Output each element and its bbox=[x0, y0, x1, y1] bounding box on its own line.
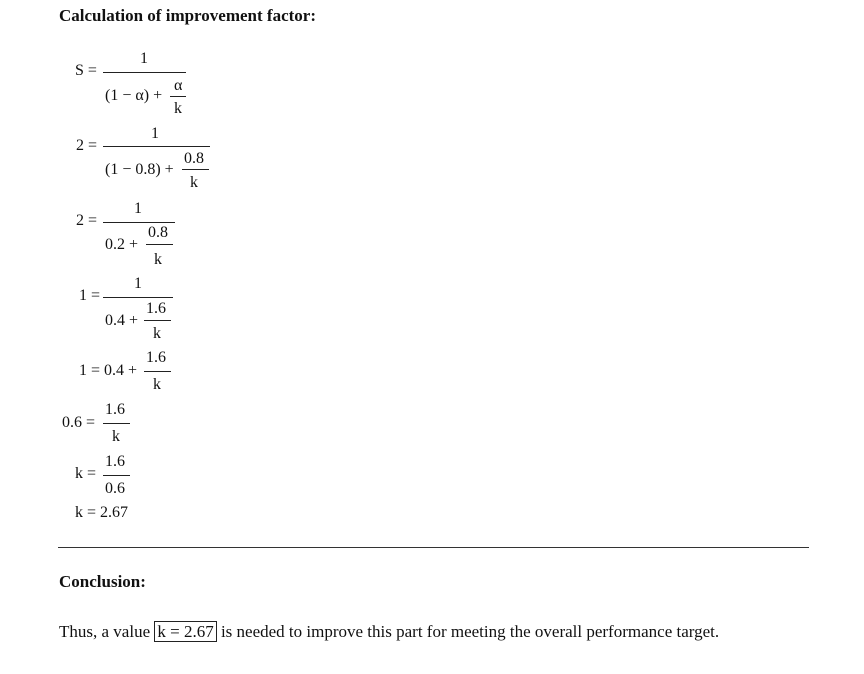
conclusion-text-before: Thus, a value bbox=[59, 622, 151, 641]
equation-result: k = 2.67 bbox=[75, 504, 129, 521]
inner-fraction-denominator: k bbox=[174, 100, 182, 117]
fraction-numerator: 1.6 bbox=[146, 349, 166, 366]
section-heading: Calculation of improvement factor: bbox=[59, 6, 316, 25]
inner-fraction-bar bbox=[144, 320, 171, 321]
fraction-numerator: 1 bbox=[134, 275, 142, 292]
inner-fraction-numerator: 0.8 bbox=[184, 150, 204, 167]
boxed-answer: k = 2.67 bbox=[154, 621, 216, 642]
inner-fraction-denominator: k bbox=[190, 174, 198, 191]
inner-fraction-denominator: k bbox=[153, 325, 161, 342]
denominator-term: 0.4 + bbox=[105, 312, 139, 329]
inner-fraction-bar bbox=[182, 169, 209, 170]
fraction-numerator: 1 bbox=[134, 200, 142, 217]
fraction-denominator: k bbox=[153, 376, 161, 393]
denominator-term: (1 − α) + bbox=[105, 87, 163, 104]
fraction-denominator: 0.6 bbox=[105, 480, 125, 497]
inner-fraction-numerator: α bbox=[174, 77, 183, 94]
fraction-numerator: 1.6 bbox=[105, 401, 125, 418]
conclusion-text-after: is needed to improve this part for meeting the overall performance target. bbox=[220, 622, 720, 641]
inner-fraction-numerator: 0.8 bbox=[148, 224, 168, 241]
section-divider bbox=[58, 547, 809, 548]
equation-lhs: S = bbox=[75, 62, 97, 79]
inner-fraction-bar bbox=[146, 244, 173, 245]
equation-lhs: 2 = bbox=[76, 212, 98, 229]
fraction-bar bbox=[103, 423, 130, 424]
fraction-bar bbox=[103, 222, 175, 223]
equation-lhs: 2 = bbox=[76, 137, 98, 154]
fraction-bar bbox=[103, 72, 186, 73]
equation-lhs: 1 = 0.4 + bbox=[79, 362, 138, 379]
denominator-term: 0.2 + bbox=[105, 236, 139, 253]
fraction-bar bbox=[103, 297, 173, 298]
conclusion-paragraph bbox=[59, 619, 808, 644]
inner-fraction-numerator: 1.6 bbox=[146, 300, 166, 317]
denominator-term: (1 − 0.8) + bbox=[105, 161, 174, 178]
conclusion-heading: Conclusion: bbox=[59, 572, 146, 591]
fraction-bar bbox=[144, 371, 171, 372]
fraction-numerator: 1.6 bbox=[105, 453, 125, 470]
equation-lhs: 1 = bbox=[79, 287, 101, 304]
fraction-bar bbox=[103, 146, 210, 147]
inner-fraction-bar bbox=[170, 96, 186, 97]
inner-fraction-denominator: k bbox=[154, 251, 162, 268]
fraction-numerator: 1 bbox=[151, 125, 159, 142]
equation-lhs: k = bbox=[75, 465, 97, 482]
fraction-denominator: k bbox=[112, 428, 120, 445]
equation-lhs: 0.6 = bbox=[62, 414, 96, 431]
fraction-numerator: 1 bbox=[140, 50, 148, 67]
fraction-bar bbox=[103, 475, 130, 476]
